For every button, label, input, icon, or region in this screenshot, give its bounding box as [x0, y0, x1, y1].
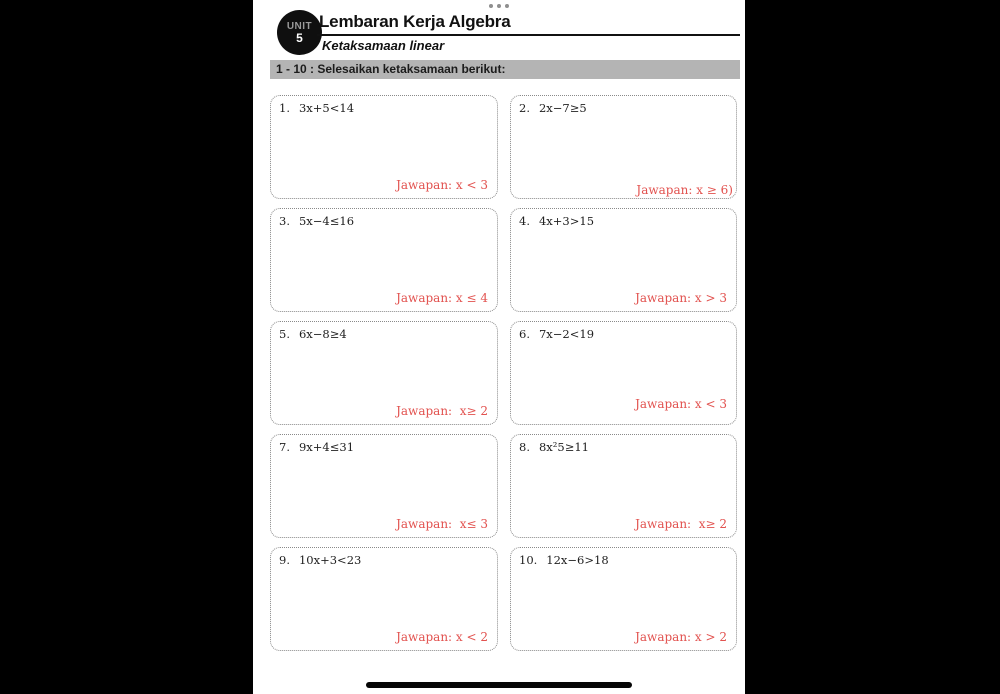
answer-text: Jawapan: x > 3 [635, 291, 727, 305]
problem-text [279, 327, 347, 341]
problem-text [519, 327, 594, 341]
home-indicator-bar[interactable] [366, 682, 632, 688]
dot-icon [497, 4, 501, 8]
answer-text: Jawapan: x < 3 [635, 397, 727, 411]
problem-text [279, 440, 354, 454]
problem-expression: 12x−6>18 [546, 553, 609, 567]
problem-box-5 [270, 321, 498, 425]
answer-text: Jawapan: x ≤ 4 [396, 291, 488, 305]
problem-number: 5. [279, 327, 290, 341]
problem-number: 1. [279, 101, 290, 115]
answer-text: Jawapan: x≤ 3 [396, 517, 488, 531]
problem-box-2 [510, 95, 737, 199]
problem-box-1 [270, 95, 498, 199]
answer-text: Jawapan: x < 3 [396, 178, 488, 192]
instruction-bar: 1 - 10 : Selesaikan ketaksamaan berikut: [270, 60, 740, 79]
problem-box-9 [270, 547, 498, 651]
problem-expression: 3x+5<14 [298, 101, 355, 115]
problem-box-6 [510, 321, 737, 425]
problem-number: 4. [519, 214, 530, 228]
problem-text [519, 440, 589, 454]
page-title: Lembaran Kerja Algebra [319, 12, 511, 31]
unit-badge-label: UNIT [286, 20, 313, 32]
problem-number: 8. [519, 440, 530, 454]
problem-expression: 5x−4≤16 [298, 214, 355, 228]
problem-expression: 10x+3<23 [298, 553, 362, 567]
problem-text [519, 101, 587, 115]
problem-text [279, 553, 361, 567]
answer-text: Jawapan: x≥ 2 [635, 517, 727, 531]
problem-text [279, 101, 354, 115]
problem-text [519, 214, 594, 228]
unit-badge-number: 5 [296, 30, 303, 45]
problem-text [519, 553, 609, 567]
answer-text: Jawapan: x > 2 [635, 630, 727, 644]
title-divider [317, 34, 740, 36]
problem-box-4 [510, 208, 737, 312]
problem-expression: 6x−8≥4 [298, 327, 347, 341]
unit-badge [277, 10, 322, 55]
problem-number: 10. [519, 553, 538, 567]
problem-number: 7. [279, 440, 290, 454]
problem-expression: 4x+3>15 [538, 214, 595, 228]
problem-number: 2. [519, 101, 530, 115]
problem-expression: 2x−7≥5 [538, 101, 587, 115]
dot-icon [489, 4, 493, 8]
problem-expression: 9x+4≤31 [298, 440, 355, 454]
problem-number: 9. [279, 553, 290, 567]
problem-box-7 [270, 434, 498, 538]
problem-box-8 [510, 434, 737, 538]
problem-expression: 7x−2<19 [538, 327, 595, 341]
problem-expression: 8x²5≥11 [538, 440, 589, 454]
worksheet-page [253, 0, 745, 694]
dot-icon [505, 4, 509, 8]
problem-grid [270, 95, 737, 651]
answer-text: Jawapan: x≥ 2 [396, 404, 488, 418]
problem-text [279, 214, 354, 228]
more-options-dots-icon[interactable] [489, 4, 509, 8]
problem-number: 6. [519, 327, 530, 341]
problem-box-10 [510, 547, 737, 651]
problem-box-3 [270, 208, 498, 312]
answer-text: Jawapan: x ≥ 6) [636, 183, 733, 197]
problem-number: 3. [279, 214, 290, 228]
answer-text: Jawapan: x < 2 [396, 630, 488, 644]
page-subtitle: Ketaksamaan linear [322, 38, 445, 53]
